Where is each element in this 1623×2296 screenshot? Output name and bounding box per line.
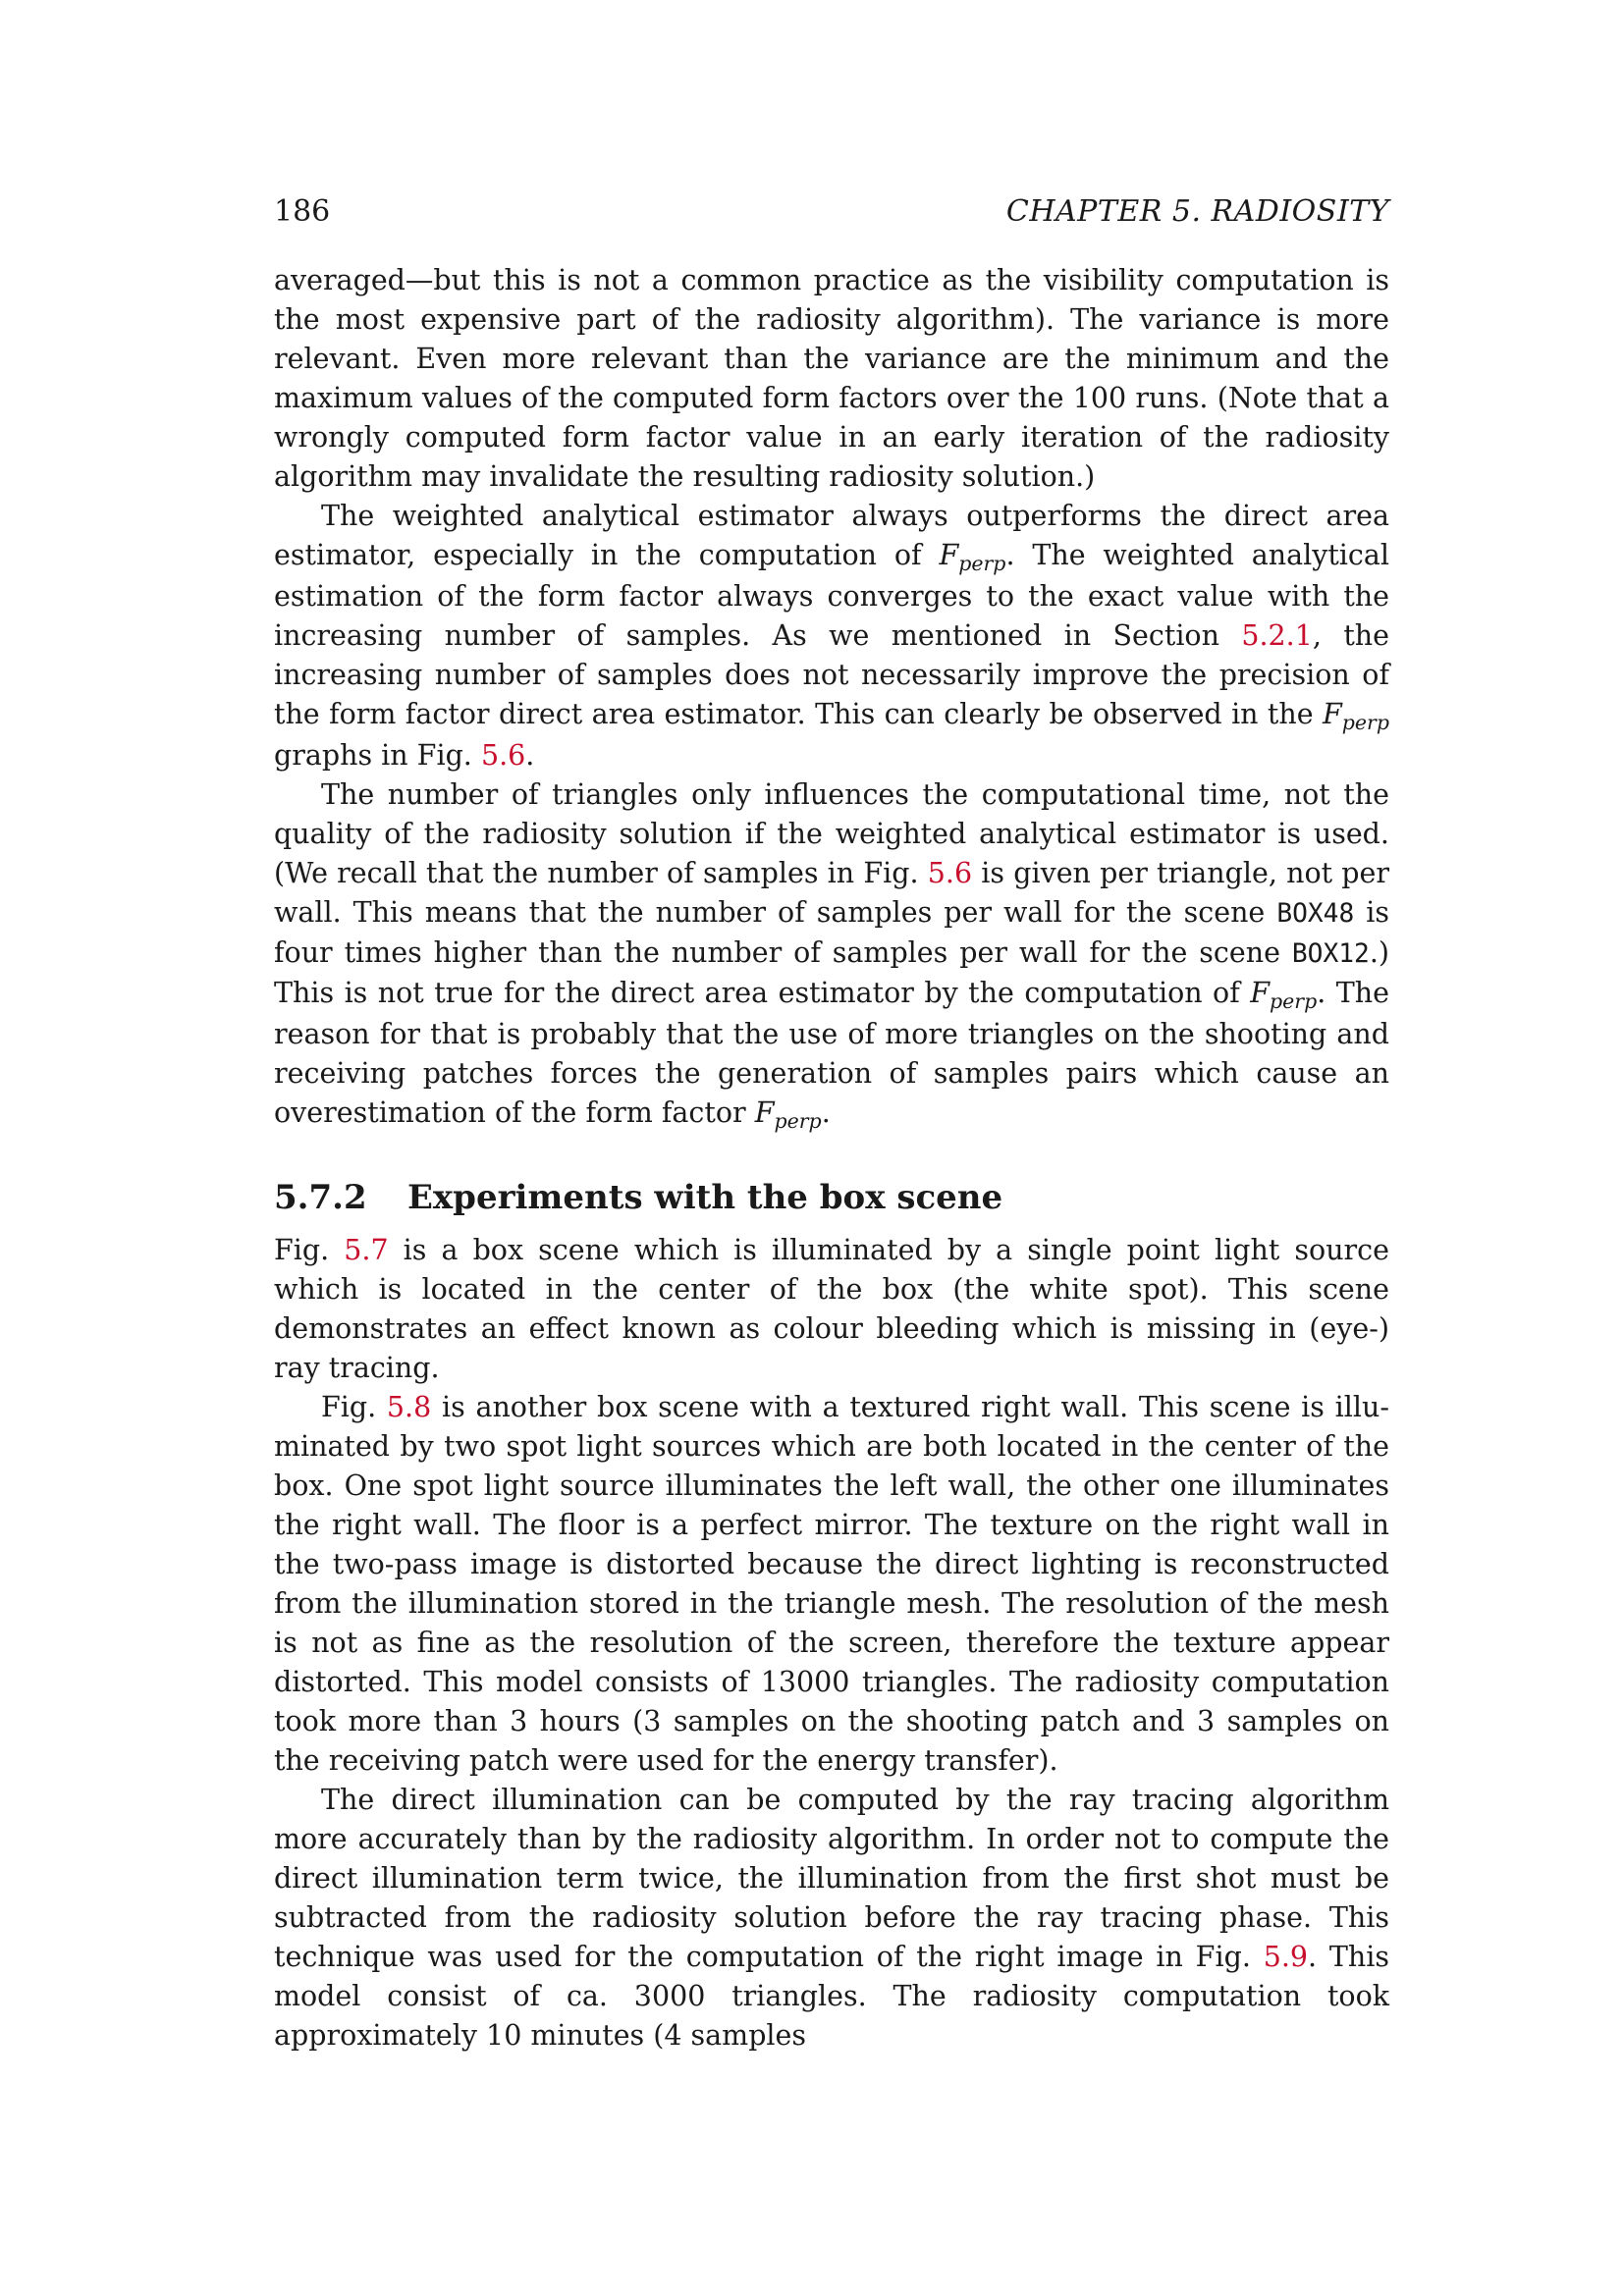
symbol-f-perp: $F_{perp}$ [939,539,1006,575]
section-title: Experiments with the box scene [407,1178,1003,1217]
paragraph-2: The weighted analytical estimator always outperforms the direct area estimator, especially in the computation of $F_{perp}$. The weighted analytical estimation of the form factor always converges to the exact value with the increasing number of samples. As we mentioned in Section 5.2.1, the increasing number of samples does not necessarily improve the precision of the form factor direct area estimator. This can clearly be observed in the $F_{perp}$ graphs in Fig. 5.6. [274,500,1390,772]
paragraph-4: Fig. 5.7 is a box scene which is illuminated by a single point light source which is located in the center of the box (the white spot). This scene demonstrates an effect known as colour bleeding which is missing in (eye-) ray tracing. [274,1234,1389,1384]
paragraph-6: The direct illumination can be computed by the ray tracing algorithm more accurately than by the radiosity algorithm. In order not to compute the direct illumination term twice, the illumination from the first shot must be subtracted from the radiosity solution before the ray tracing phase. This technique was used for the computation of the right image in Fig. 5.9. This model consist of ca. 3000 triangles. The radiosity computation took approximately 10 minutes (4 samples [274,1784,1389,2052]
running-header [274,192,1389,232]
figure-ref-link[interactable]: 5.9 [1263,1941,1309,1973]
paragraph-1: averaged—but this is not a common practice as the visibility computation is the most expensive part of the radiosity algorithm). The variance is more relevant. Even more relevant than the variance are the minimum and the maximum values of the computed form factors over the 100 runs. (Note that a wrongly computed form factor value in an early iteration of the radiosity algorithm may invalidate the resulting radiosity solution.) [274,264,1389,493]
section-ref-link[interactable]: 5.2.1 [1241,619,1313,652]
symbol-f-perp: $F_{perp}$ [1250,977,1318,1013]
paragraph-3: The number of triangles only influences the computational time, not the quality of the radiosity solution if the weighted analytical estimator is used. (We recall that the number of samples in Fig. 5.6 is given per triangle, not per wall. This means that the number of samples per wall for the scene BOX48 is four times higher than the number of samples per wall for the scene BOX12.) This is not true for the direct area estimator by the computation of $F_{perp}$. The reason for that is probably that the use of more triangles on the shooting and receiving patches forces the generation of samples pairs which cause an overestimation of the form factor $F_{perp}$. [274,778,1389,1133]
section-number: 5.7.2 [274,1178,367,1217]
symbol-f-perp: $F_{perp}$ [754,1096,822,1133]
figure-ref-link[interactable]: 5.7 [344,1234,389,1266]
scene-name-code: BOX12 [1291,939,1370,969]
page [274,192,1389,2056]
section-heading [274,1176,1389,1219]
figure-ref-link[interactable]: 5.6 [927,857,973,889]
paragraph-5: Fig. 5.8 is another box scene with a textured right wall. This scene is illuminated by two spot light sources which are both located in the center of the box. One spot light source illuminates the left wall, the other one illuminates the right wall. The floor is a perfect mirror. The texture on the right wall in the two-pass image is distorted because the direct lighting is reconstructed from the illumination stored in the triangle mesh. The resolution of the mesh is not as fine as the resolution of the screen, therefore the texture appear distorted. This model consists of 13000 triangles. The radiosity computation took more than 3 hours (3 samples on the shooting patch and 3 samples on the receiving patch were used for the energy transfer). [274,1391,1389,1777]
page-number: 186 [274,194,331,229]
figure-ref-link[interactable]: 5.8 [386,1391,432,1423]
chapter-title: CHAPTER 5. RADIOSITY [1005,194,1389,229]
scene-name-code: BOX48 [1276,899,1355,929]
symbol-f-perp: $F_{perp}$ [1323,698,1389,734]
figure-ref-link[interactable]: 5.6 [480,739,526,772]
